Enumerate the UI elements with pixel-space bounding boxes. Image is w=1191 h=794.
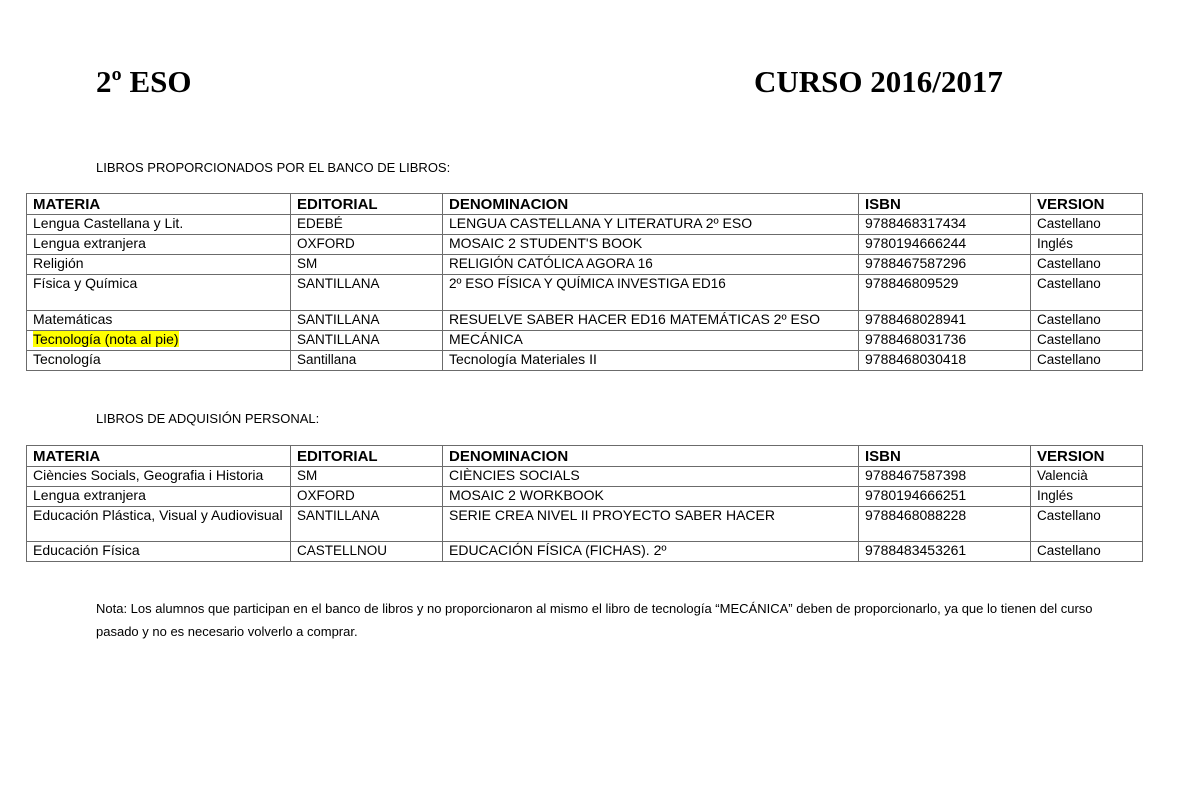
cell-materia: Lengua extranjera	[27, 235, 291, 255]
cell-editorial: EDEBÉ	[291, 215, 443, 235]
column-header-materia: MATERIA	[27, 194, 291, 215]
cell-denominacion: EDUCACIÓN FÍSICA (FICHAS). 2º	[443, 542, 859, 562]
footnote: Nota: Los alumnos que participan en el banco de libros y no proporcionaron al mismo el libro de tecnología “MECÁNICA” deben de proporcionarlo, ya que lo tienen del curso pasado y no es necesario volverlo a comprar.	[96, 601, 1093, 639]
cell-materia: Física y Química	[27, 275, 291, 311]
cell-materia: Lengua Castellana y Lit.	[27, 215, 291, 235]
cell-isbn: 978846809529	[859, 275, 1031, 311]
table-row	[27, 331, 1143, 351]
cell-version: Inglés	[1031, 487, 1143, 507]
table-header-row	[27, 194, 1143, 215]
table-row	[27, 542, 1143, 562]
cell-materia-highlighted	[27, 331, 291, 351]
personal-section-label: LIBROS DE ADQUISIÓN PERSONAL:	[96, 411, 320, 426]
cell-denominacion: SERIE CREA NIVEL II PROYECTO SABER HACER	[443, 507, 859, 542]
cell-version: Valencià	[1031, 467, 1143, 487]
cell-isbn: 9788468088228	[859, 507, 1031, 542]
cell-denominacion: LENGUA CASTELLANA Y LITERATURA 2º ESO	[443, 215, 859, 235]
cell-editorial: Santillana	[291, 351, 443, 371]
cell-materia: Ciències Socials, Geografia i Historia	[27, 467, 291, 487]
cell-isbn: 9788467587296	[859, 255, 1031, 275]
cell-materia: Lengua extranjera	[27, 487, 291, 507]
cell-materia: Matemáticas	[27, 311, 291, 331]
course-level-heading: 2º ESO	[96, 64, 192, 99]
cell-editorial: CASTELLNOU	[291, 542, 443, 562]
cell-materia: Educación Plástica, Visual y Audiovisual	[27, 507, 291, 542]
cell-isbn: 9788483453261	[859, 542, 1031, 562]
bank-section-label: LIBROS PROPORCIONADOS POR EL BANCO DE LIBROS:	[96, 160, 451, 175]
column-header-denominacion: DENOMINACION	[443, 446, 859, 467]
table-row	[27, 311, 1143, 331]
column-header-isbn: ISBN	[859, 194, 1031, 215]
cell-materia: Educación Física	[27, 542, 291, 562]
cell-version: Castellano	[1031, 331, 1143, 351]
table-header-row	[27, 446, 1143, 467]
cell-denominacion: 2º ESO FÍSICA Y QUÍMICA INVESTIGA ED16	[443, 275, 859, 311]
cell-version: Castellano	[1031, 351, 1143, 371]
cell-denominacion: CIÈNCIES SOCIALS	[443, 467, 859, 487]
cell-isbn: 9788468030418	[859, 351, 1031, 371]
table-row	[27, 235, 1143, 255]
cell-isbn: 9788468028941	[859, 311, 1031, 331]
highlighted-text: Tecnología (nota al pie)	[33, 331, 179, 347]
column-header-isbn: ISBN	[859, 446, 1031, 467]
cell-version: Castellano	[1031, 542, 1143, 562]
table-row	[27, 507, 1143, 542]
cell-editorial: SM	[291, 467, 443, 487]
cell-denominacion: MECÁNICA	[443, 331, 859, 351]
column-header-editorial: EDITORIAL	[291, 446, 443, 467]
table-row	[27, 351, 1143, 371]
cell-isbn: 9788468317434	[859, 215, 1031, 235]
cell-version: Castellano	[1031, 275, 1143, 311]
cell-isbn: 9780194666244	[859, 235, 1031, 255]
column-header-materia: MATERIA	[27, 446, 291, 467]
cell-editorial: OXFORD	[291, 235, 443, 255]
cell-isbn: 9788468031736	[859, 331, 1031, 351]
cell-isbn: 9780194666251	[859, 487, 1031, 507]
cell-editorial: SANTILLANA	[291, 275, 443, 311]
cell-editorial: SANTILLANA	[291, 311, 443, 331]
cell-denominacion: RESUELVE SABER HACER ED16 MATEMÁTICAS 2º ESO	[443, 311, 859, 331]
cell-denominacion: Tecnología Materiales II	[443, 351, 859, 371]
cell-isbn: 9788467587398	[859, 467, 1031, 487]
personal-books-table	[26, 445, 1143, 562]
table-row	[27, 215, 1143, 235]
cell-denominacion: MOSAIC 2 WORKBOOK	[443, 487, 859, 507]
cell-editorial: SM	[291, 255, 443, 275]
cell-editorial: SANTILLANA	[291, 331, 443, 351]
column-header-denominacion: DENOMINACION	[443, 194, 859, 215]
cell-materia: Tecnología	[27, 351, 291, 371]
cell-editorial: SANTILLANA	[291, 507, 443, 542]
table-row	[27, 487, 1143, 507]
cell-editorial: OXFORD	[291, 487, 443, 507]
cell-version: Castellano	[1031, 255, 1143, 275]
cell-materia: Religión	[27, 255, 291, 275]
table-row	[27, 467, 1143, 487]
cell-denominacion: MOSAIC 2 STUDENT'S BOOK	[443, 235, 859, 255]
column-header-version: VERSION	[1031, 194, 1143, 215]
cell-version: Castellano	[1031, 507, 1143, 542]
table-row	[27, 275, 1143, 311]
cell-version: Castellano	[1031, 215, 1143, 235]
cell-version: Castellano	[1031, 311, 1143, 331]
column-header-editorial: EDITORIAL	[291, 194, 443, 215]
column-header-version: VERSION	[1031, 446, 1143, 467]
cell-denominacion: RELIGIÓN CATÓLICA AGORA 16	[443, 255, 859, 275]
bank-books-table	[26, 193, 1143, 371]
course-year-heading: CURSO 2016/2017	[754, 64, 1003, 99]
cell-version: Inglés	[1031, 235, 1143, 255]
table-row	[27, 255, 1143, 275]
